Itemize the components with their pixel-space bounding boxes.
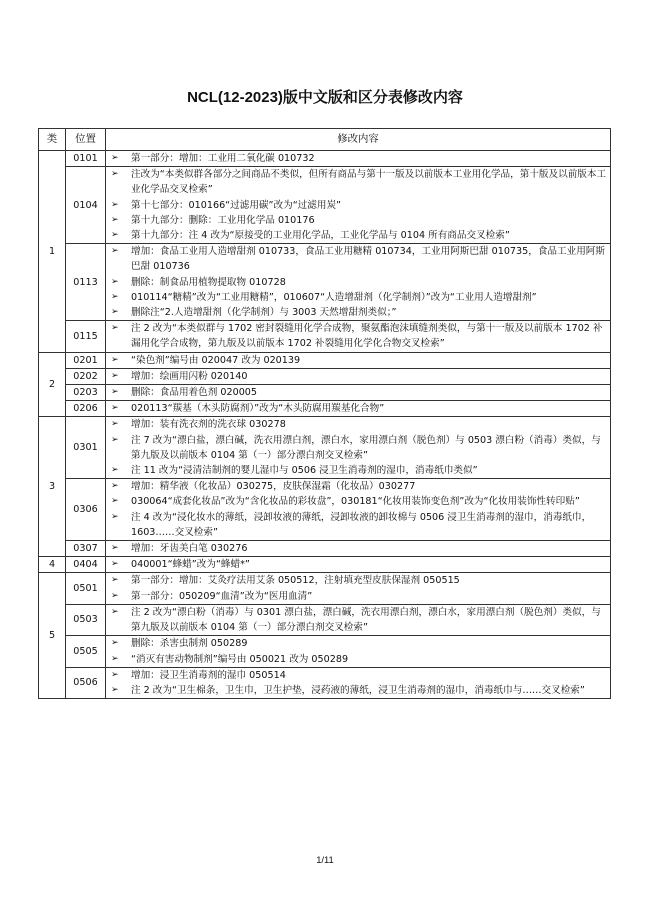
revision-item-text: 010114“糖精”改为“工业用糖精”，010607“人造增甜剂（化学制剂）”改为“工业用人造增甜剂” [131, 291, 537, 303]
position-cell: 0104 [66, 167, 106, 244]
revision-item-text: 040001“蜂蜡”改为“蜂蜡*” [131, 559, 250, 571]
revision-item [109, 683, 607, 698]
position-cell: 0101 [66, 151, 106, 167]
arrow-bullet-icon: ➢ [111, 465, 119, 476]
revision-item [109, 305, 607, 320]
revision-item-text: 注改为“本类似群各部分之间商品不类似，但所有商品与第十一版及以前版本工业用化学品，第十版及以前版本工业化学品交叉检索” [131, 169, 607, 196]
position-cell: 0306 [66, 479, 106, 541]
revision-item-text: 注 4 改为“浸化妆水的薄纸，浸卸妆液的薄纸，浸卸妆液的卸妆棉与 0506 浸卫生消毒剂的湿巾，消毒纸巾，1603……交叉检索” [131, 511, 592, 538]
arrow-bullet-icon: ➢ [111, 291, 119, 302]
table-row [39, 167, 611, 244]
content-cell [106, 573, 611, 604]
revision-item-text: 删除：食品用着色剂 020005 [131, 387, 258, 399]
content-cell [106, 368, 611, 384]
position-cell: 0206 [66, 401, 106, 417]
position-cell: 0203 [66, 385, 106, 401]
class-number-cell: 1 [39, 151, 66, 353]
table-row [39, 368, 611, 384]
arrow-bullet-icon: ➢ [111, 403, 119, 414]
arrow-bullet-icon: ➢ [111, 653, 119, 664]
header-class: 类 [39, 129, 66, 151]
position-cell: 0503 [66, 604, 106, 635]
position-cell: 0301 [66, 417, 106, 479]
revision-item-text: 增加：食品工业用人造增甜剂 010733，食品工业用糖精 010734，工业用阿斯巴甜 010735，食品工业用阿斯巴甜 010736 [131, 246, 605, 273]
position-cell: 0404 [66, 557, 106, 573]
content-cell [106, 557, 611, 573]
table-row [39, 604, 611, 635]
table-header-row [39, 129, 611, 151]
revision-item [109, 167, 607, 197]
arrow-bullet-icon: ➢ [111, 169, 119, 180]
revision-item [109, 541, 607, 556]
revision-item-text: 第十九部分：注 4 改为“原接受的工业用化学品，工业化学品与 0104 所有商品交叉检索” [131, 230, 510, 242]
arrow-bullet-icon: ➢ [111, 606, 119, 617]
position-cell: 0505 [66, 636, 106, 667]
table-row [39, 667, 611, 698]
document-title: NCL(12-2023)版中文版和区分表修改内容 [187, 89, 463, 106]
revision-item [109, 321, 607, 351]
content-cell [106, 321, 611, 352]
revision-item [109, 385, 607, 400]
revision-item-text: 第一部分：增加：工业用二氧化碳 010732 [131, 153, 315, 164]
arrow-bullet-icon: ➢ [111, 153, 119, 163]
arrow-bullet-icon: ➢ [111, 669, 119, 680]
arrow-bullet-icon: ➢ [111, 496, 119, 507]
revision-item-text: 增加：绘画用闪粉 020140 [131, 370, 248, 382]
revision-item [109, 589, 607, 604]
revision-item-text: 第十七部分：010166“过滤用碳”改为“过滤用炭” [131, 199, 342, 211]
content-cell [106, 401, 611, 417]
revision-item [109, 198, 607, 213]
table-row [39, 385, 611, 401]
arrow-bullet-icon: ➢ [111, 307, 119, 318]
revision-item-text: 注 11 改为“浸清洁制剂的婴儿湿巾与 0506 浸卫生消毒剂的湿巾，消毒纸巾类似” [131, 465, 478, 477]
class-number-cell: 3 [39, 417, 66, 557]
revision-item [109, 417, 607, 432]
revision-item-text: 增加：牙齿美白笔 030276 [131, 543, 248, 555]
revision-item-text: 注 7 改为“漂白盐，漂白碱，洗衣用漂白剂，漂白水，家用漂白剂（脱色剂）与 0503 漂白粉（消毒）类似，与第九版及以前版本 0104 第（一）部分漂白剂交叉检索” [131, 434, 601, 461]
position-cell: 0115 [66, 321, 106, 352]
revision-item-text: 第一部分：增加：艾灸疗法用艾条 050512，注射填充型皮肤保湿剂 050515 [131, 575, 460, 587]
arrow-bullet-icon: ➢ [111, 419, 119, 430]
page-number: 1/11 [316, 854, 334, 865]
table-row [39, 401, 611, 417]
table-row [39, 479, 611, 541]
table-row [39, 352, 611, 368]
table-row [39, 557, 611, 573]
class-number-cell: 4 [39, 557, 66, 573]
content-cell [106, 417, 611, 479]
table-body [39, 151, 611, 699]
position-cell: 0202 [66, 368, 106, 384]
content-cell [106, 479, 611, 541]
class-number-cell: 2 [39, 352, 66, 417]
revision-item [109, 652, 607, 667]
position-cell: 0506 [66, 667, 106, 698]
arrow-bullet-icon: ➢ [111, 559, 119, 570]
revision-item [109, 463, 607, 478]
arrow-bullet-icon: ➢ [111, 246, 119, 257]
arrow-bullet-icon: ➢ [111, 543, 119, 554]
revision-item-text: 增加：装有洗衣剂的洗衣球 030278 [131, 419, 286, 431]
content-cell [106, 352, 611, 368]
table-row [39, 417, 611, 479]
revision-item [109, 636, 607, 651]
header-content: 修改内容 [106, 129, 611, 151]
revision-item [109, 369, 607, 384]
revision-item-text: “消灭有害动物制剂”编号由 050021 改为 050289 [131, 653, 349, 665]
revision-item-text: 增加：浸卫生消毒剂的湿巾 050514 [131, 669, 286, 681]
table-row [39, 541, 611, 557]
revision-item-text: 030064“成套化妆品”改为“含化妆品的彩妆盘”，030181“化妆用装饰变色剂”改为“化妆用装饰性转印贴” [131, 496, 580, 508]
revision-item [109, 244, 607, 274]
position-cell: 0307 [66, 541, 106, 557]
content-cell [106, 151, 611, 167]
revision-item [109, 510, 607, 540]
arrow-bullet-icon: ➢ [111, 370, 119, 381]
arrow-bullet-icon: ➢ [111, 481, 119, 492]
position-cell: 0201 [66, 352, 106, 368]
arrow-bullet-icon: ➢ [111, 511, 119, 522]
arrow-bullet-icon: ➢ [111, 276, 119, 287]
arrow-bullet-icon: ➢ [111, 230, 119, 241]
revision-item [109, 275, 607, 290]
revision-item-text: 删除注“2.人造增甜剂（化学制剂）与 3003 天然增甜剂类似；” [131, 307, 397, 319]
revision-item-text: 第一部分：050209“血清”改为“医用血清” [131, 590, 313, 602]
position-cell: 0113 [66, 244, 106, 321]
revision-item [109, 290, 607, 305]
content-cell [106, 604, 611, 635]
revision-item [109, 213, 607, 228]
content-cell [106, 636, 611, 667]
revision-item [109, 228, 607, 243]
revision-table [38, 128, 611, 699]
content-cell [106, 244, 611, 321]
table-row [39, 573, 611, 604]
table-row [39, 244, 611, 321]
revision-item [109, 479, 607, 494]
header-position: 位置 [66, 129, 106, 151]
content-cell [106, 667, 611, 698]
revision-item-text: 注 2 改为“漂白粉（消毒）与 0301 漂白盐，漂白碱，洗衣用漂白剂，漂白水，家用漂白剂（脱色剂）类似，与第九版及以前版本 0104 第（一）部分漂白剂交叉检索” [131, 606, 601, 634]
revision-item [109, 401, 607, 416]
arrow-bullet-icon: ➢ [111, 434, 119, 445]
arrow-bullet-icon: ➢ [111, 199, 119, 210]
revision-item-text: 增加：精华液（化妆品）030275，皮肤保湿霜（化妆品）030277 [131, 481, 416, 493]
revision-item [109, 353, 607, 368]
revision-item-text: 注 2 改为“卫生棉条，卫生巾，卫生护垫，浸药液的薄纸，浸卫生消毒剂的湿巾，消毒纸巾与……交叉检索” [131, 684, 585, 696]
arrow-bullet-icon: ➢ [111, 354, 119, 365]
table-row [39, 636, 611, 667]
content-cell [106, 541, 611, 557]
revision-item-text: 删除：杀害虫制剂 050289 [131, 638, 248, 650]
arrow-bullet-icon: ➢ [111, 575, 119, 586]
revision-item [109, 668, 607, 683]
arrow-bullet-icon: ➢ [111, 684, 119, 695]
revision-item [109, 557, 607, 572]
revision-item-text: 注 2 改为“本类似群与 1702 密封裂缝用化学合成物，聚氨酯泡沫填缝剂类似，与第十一版及以前版本 1702 补漏用化学合成物，第九版及以前版本 1702 补裂缝用化学化合物交叉检索” [131, 323, 603, 350]
revision-item-text: 020113“羰基（木头防腐剂）”改为“木头防腐用羰基化合物” [131, 403, 385, 415]
arrow-bullet-icon: ➢ [111, 323, 119, 334]
revision-item [109, 494, 607, 509]
content-cell [106, 167, 611, 244]
arrow-bullet-icon: ➢ [111, 590, 119, 601]
revision-item-text: “染色剂”编号由 020047 改为 020139 [131, 354, 301, 366]
arrow-bullet-icon: ➢ [111, 214, 119, 225]
revision-item-text: 删除：制食品用植物提取物 010728 [131, 276, 286, 288]
revision-item [109, 605, 607, 635]
revision-item-text: 第十九部分：删除：工业用化学品 010176 [131, 214, 315, 226]
content-cell [106, 385, 611, 401]
table-row [39, 321, 611, 352]
revision-item [109, 573, 607, 588]
class-number-cell: 5 [39, 573, 66, 699]
position-cell: 0501 [66, 573, 106, 604]
revision-item [109, 433, 607, 463]
revision-item [109, 151, 607, 166]
arrow-bullet-icon: ➢ [111, 387, 119, 398]
arrow-bullet-icon: ➢ [111, 638, 119, 649]
table-row [39, 151, 611, 167]
